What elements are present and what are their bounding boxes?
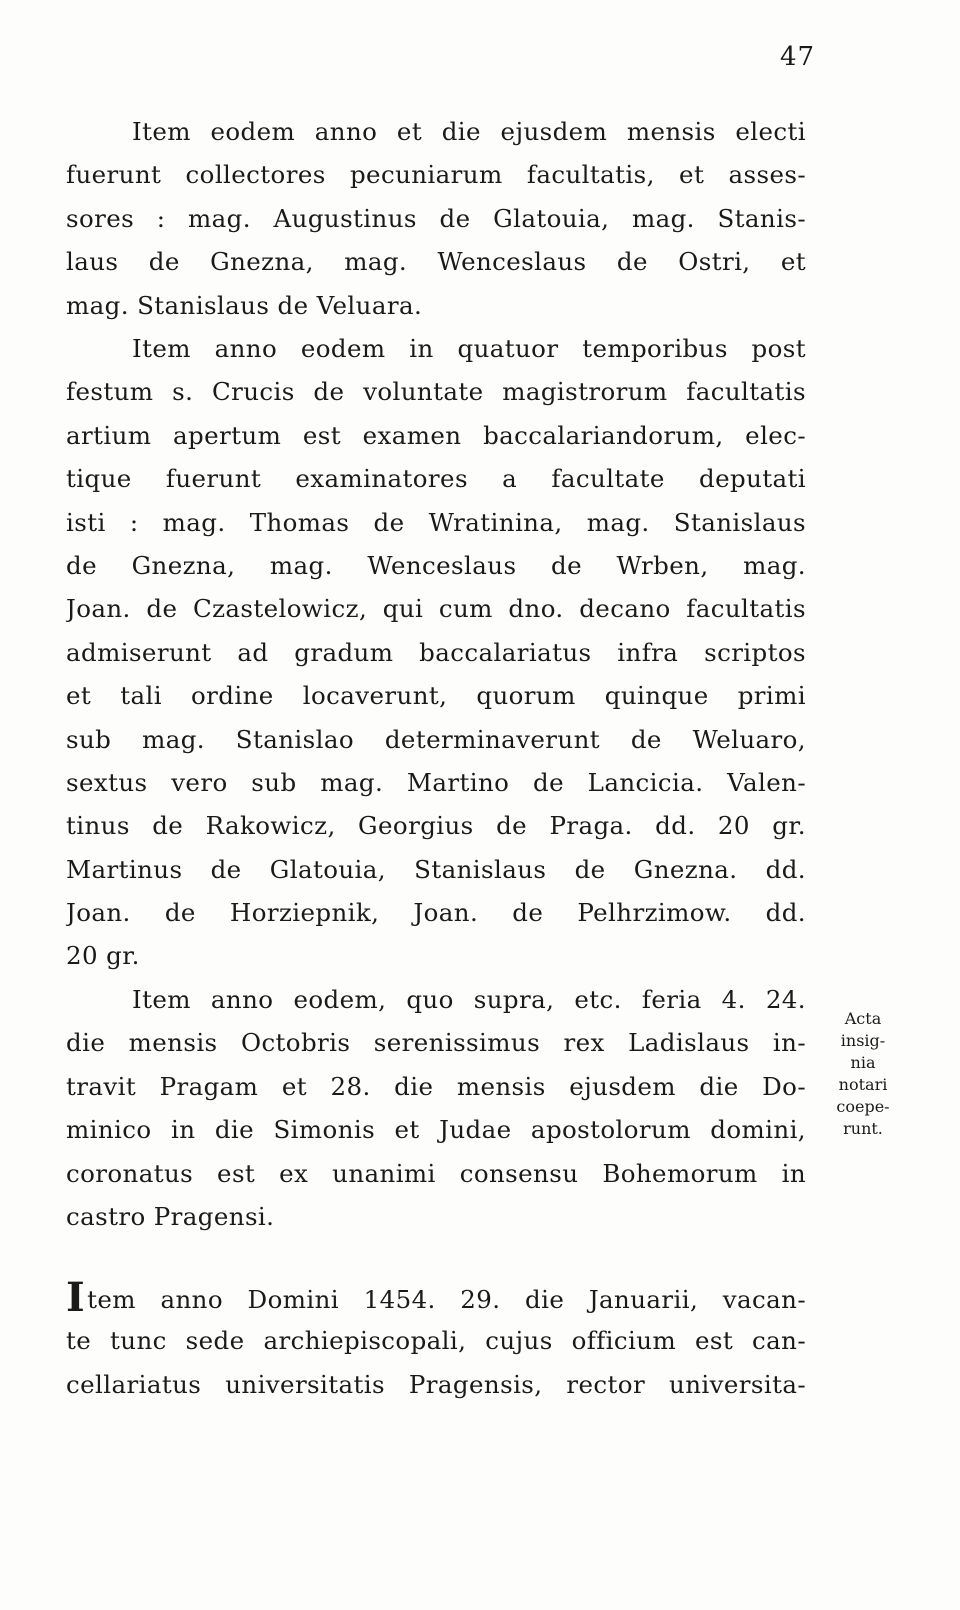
text-line: castro Pragensi.: [66, 1201, 275, 1231]
text-line-content: tem anno Domini 1454. 29. die Januarii, vacan-: [87, 1285, 806, 1314]
text-line: festum s. Crucis de voluntate magistrorum facultatis: [66, 377, 806, 407]
text-line: isti : mag. Thomas de Wratinina, mag. Stanislaus: [66, 507, 806, 537]
text-line: sextus vero sub mag. Martino de Lancicia. Valen-: [66, 767, 806, 797]
text-line: et tali ordine locaverunt, quorum quinque primi: [66, 681, 806, 711]
paragraph-2: [66, 327, 806, 978]
paragraph-4: [66, 1276, 806, 1406]
page-number: 47: [780, 42, 816, 72]
text-line: tinus de Rakowicz, Georgius de Praga. dd. 20 gr.: [66, 811, 806, 841]
text-line: tique fuerunt examinatores a facultate deputati: [66, 464, 806, 494]
text-line: die mensis Octobris serenissimus rex Ladislaus in-: [66, 1028, 806, 1058]
text-line: 20 gr.: [66, 941, 140, 971]
text-line: cellariatus universitatis Pragensis, rector universita-: [66, 1369, 806, 1399]
text-line: mag. Stanislaus de Veluara.: [66, 290, 423, 320]
text-line: Item anno eodem in quatuor temporibus post: [132, 334, 806, 363]
text-line: coronatus est ex unanimi consensu Bohemorum in: [66, 1158, 806, 1188]
text-line: de Gnezna, mag. Wenceslaus de Wrben, mag.: [66, 550, 806, 580]
text-line: sores : mag. Augustinus de Glatouia, mag. Stanis-: [66, 203, 806, 233]
margin-note-line: Acta: [844, 1009, 882, 1028]
text-line: minico in die Simonis et Judae apostolorum domini,: [66, 1115, 806, 1145]
text-line: Martinus de Glatouia, Stanislaus de Gnezna. dd.: [66, 854, 806, 884]
margin-note-line: runt.: [843, 1119, 883, 1138]
text-line: [66, 1276, 806, 1319]
paragraph-1: [66, 110, 806, 327]
margin-note-line: notari: [838, 1075, 888, 1094]
text-line: Joan. de Horziepnik, Joan. de Pelhrzimow. dd.: [66, 898, 806, 928]
paragraph-3: [66, 978, 806, 1238]
text-line: artium apertum est examen baccalariandorum, elec-: [66, 420, 806, 450]
text-line: admiserunt ad gradum baccalariatus infra scriptos: [66, 637, 806, 667]
text-line: laus de Gnezna, mag. Wenceslaus de Ostri, et: [66, 247, 806, 277]
text-line: Joan. de Czastelowicz, qui cum dno. decano facultatis: [66, 594, 806, 624]
margin-note: [818, 1008, 908, 1140]
text-line: travit Pragam et 28. die mensis ejusdem die Do-: [66, 1071, 806, 1101]
drop-cap: I: [66, 1276, 86, 1320]
text-line: Item anno eodem, quo supra, etc. feria 4. 24.: [132, 985, 806, 1014]
text-line: fuerunt collectores pecuniarum facultatis, et asses-: [66, 160, 806, 190]
margin-note-line: insig-: [840, 1031, 886, 1050]
margin-note-line: coepe-: [836, 1097, 890, 1116]
text-line: te tunc sede archiepiscopali, cujus officium est can-: [66, 1326, 806, 1356]
text-line: sub mag. Stanislao determinaverunt de Weluaro,: [66, 724, 806, 754]
text-line: Item eodem anno et die ejusdem mensis electi: [132, 117, 806, 146]
margin-note-line: nia: [850, 1053, 876, 1072]
